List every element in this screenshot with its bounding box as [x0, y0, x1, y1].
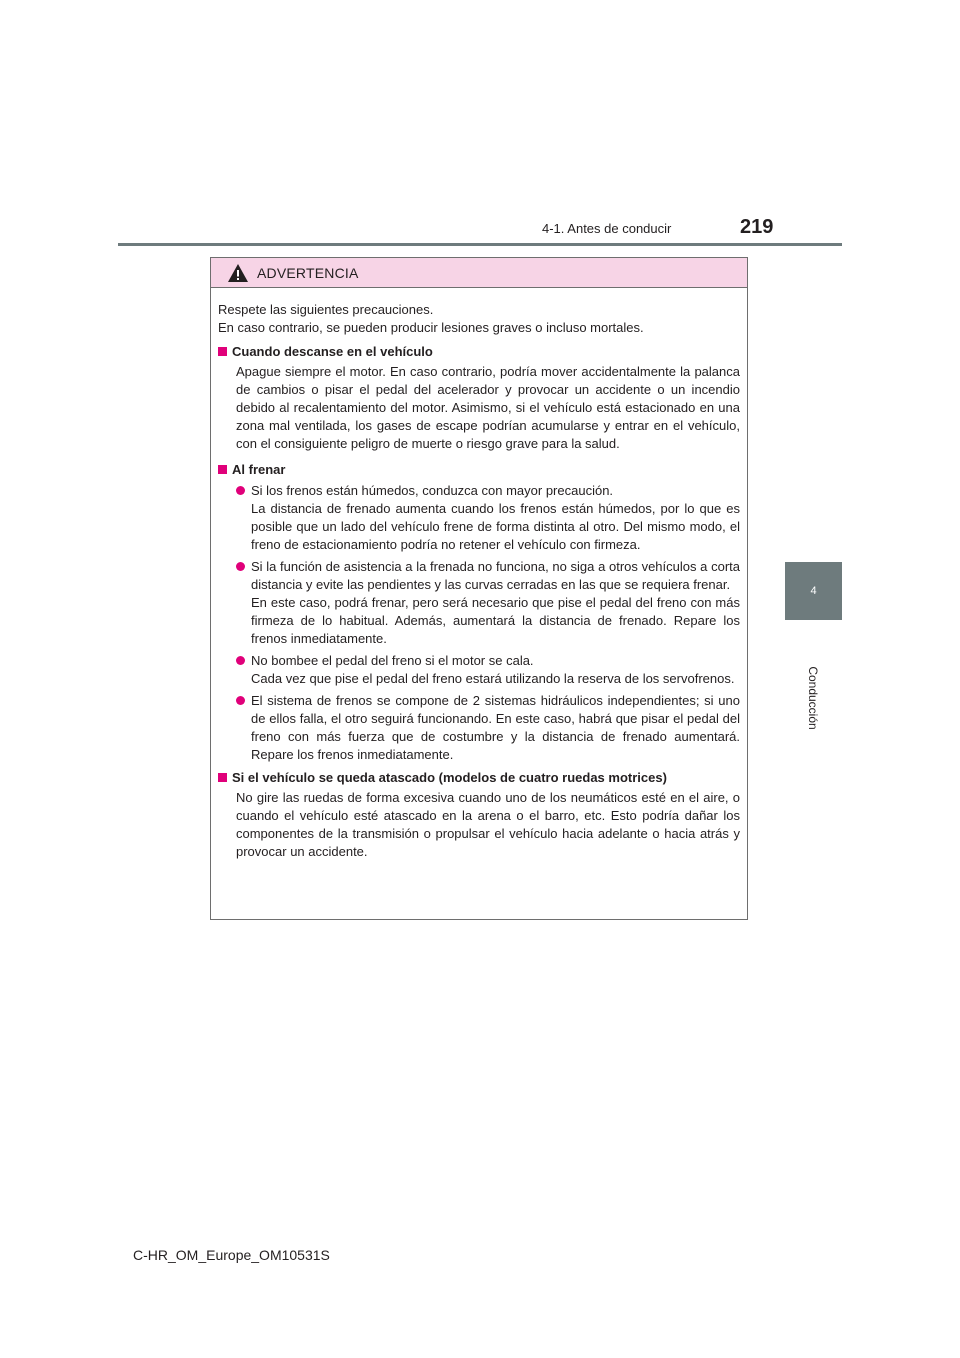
- header-rule: [118, 243, 842, 246]
- round-bullet-icon: [236, 696, 245, 705]
- bullet-line: La distancia de frenado aumenta cuando los frenos están húmedos, por lo que es posible que un lado del vehículo frene de forma distinta al otro. Del mismo modo, el freno de estacionamiento podría no retener el vehículo con firmeza.: [251, 501, 740, 552]
- bullet-line: Si la función de asistencia a la frenada no funciona, no siga a otros vehículos a corta distancia y evite las pendientes y las curvas cerradas en las que se requiera frenar.: [251, 559, 740, 592]
- square-bullet-icon: [218, 773, 227, 782]
- warning-triangle-icon: [227, 263, 249, 283]
- document-code: C-HR_OM_Europe_OM10531S: [133, 1247, 330, 1263]
- round-bullet-icon: [236, 656, 245, 665]
- list-item: [218, 558, 740, 648]
- bullet-line: En este caso, podrá frenar, pero será necesario que pise el pedal del freno con más firmeza de lo habitual. Además, aumentará la distancia de frenado. Repare los frenos inmediatamente.: [251, 595, 740, 646]
- section-heading-text: Al frenar: [232, 462, 286, 477]
- section-heading-text: Cuando descanse en el vehículo: [232, 344, 433, 359]
- section-heading: [218, 461, 740, 479]
- bullet-line: Si los frenos están húmedos, conduzca con mayor precaución.: [251, 483, 614, 498]
- chapter-label: Conducción: [806, 666, 820, 730]
- page-number: 219: [740, 216, 774, 238]
- list-item: [218, 692, 740, 764]
- square-bullet-icon: [218, 347, 227, 356]
- warning-title: ADVERTENCIA: [257, 264, 359, 281]
- section-heading: [218, 343, 740, 361]
- bullet-line: Cada vez que pise el pedal del freno estará utilizando la reserva de los servofrenos.: [251, 671, 735, 686]
- section-heading: [218, 769, 740, 787]
- list-item: [218, 652, 740, 688]
- list-item: [218, 482, 740, 554]
- warning-header: [211, 258, 747, 288]
- section-text: Apague siempre el motor. En caso contrario, podría mover accidentalmente la palanca de cambios o pisar el pedal del acelerador y provocar un accidente o un incendio debido al recalentamiento del motor. Asimismo, si el vehículo está estacionado en una zona mal ventilada, los gases de escape podrían acumularse y entrar en el vehículo, con el consiguiente peligro de muerte o riesgo grave para la salud.: [236, 364, 740, 451]
- chapter-number: 4: [810, 585, 817, 597]
- warning-body: [211, 288, 747, 861]
- bullet-line: El sistema de frenos se compone de 2 sistemas hidráulicos independientes; si uno de ellos falla, el otro seguirá funcionando. En este caso, habrá que pisar el pedal del freno con más fuerza que de costumbre y la distancia de frenado aumentará. Repare los frenos inmediatamente.: [251, 693, 740, 762]
- chapter-tab: [785, 562, 842, 620]
- intro-line-2: En caso contrario, se pueden producir lesiones graves o incluso mortales.: [218, 320, 644, 335]
- square-bullet-icon: [218, 465, 227, 474]
- section-heading-text: Si el vehículo se queda atascado (modelos de cuatro ruedas motrices): [232, 770, 667, 785]
- round-bullet-icon: [236, 562, 245, 571]
- section-title: 4-1. Antes de conducir: [542, 221, 672, 236]
- section-text: No gire las ruedas de forma excesiva cuando uno de los neumáticos esté en el aire, o cuando el vehículo esté atascado en la arena o el barro, etc. Esto podría dañar los componentes de la transmisión o propulsar el vehículo hacia adelante o hacia atrás y provocar un accidente.: [236, 790, 740, 859]
- bullet-line: No bombee el pedal del freno si el motor se cala.: [251, 653, 534, 668]
- intro-line-1: Respete las siguientes precauciones.: [218, 302, 434, 317]
- warning-box: [210, 257, 748, 920]
- round-bullet-icon: [236, 486, 245, 495]
